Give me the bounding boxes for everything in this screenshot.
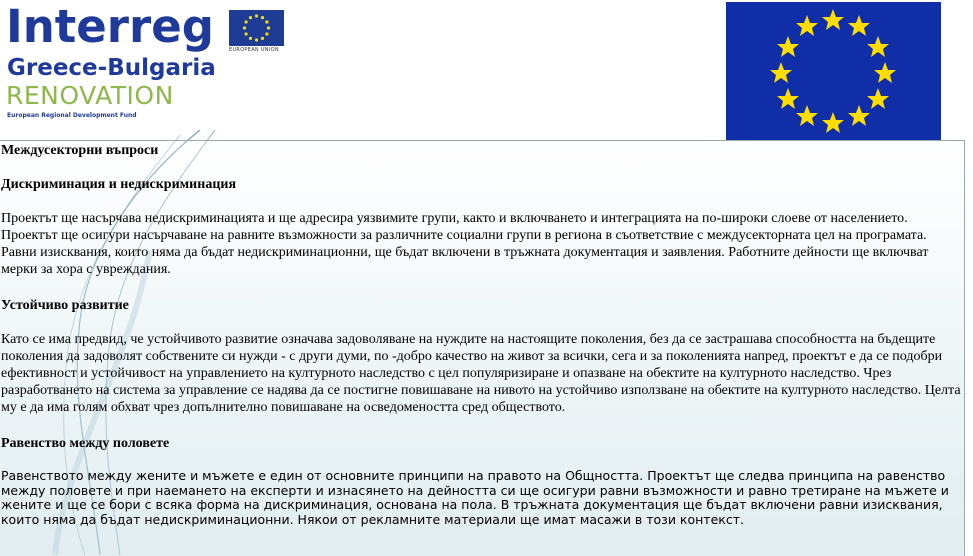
section-text-sustainable: Като се има предвид, че устойчивото развитие означава задоволяване на нуждите на настоящите поколения, без да се застрашава способността на бъдещите поколения да задоволят собствените си нужди - с други думи, по -добро качество на живот за всички, сега и за поколенията напред, проектът е да се подобри ефективност и устойчивост на управлението на културното наследство с цел популяризиране и опазване на обектите на културното наследство. Чрез разработването на система за управление се надява да се постигне повишаване на нивото на устойчиво използване на обектите на културното наследство. Целта му е да има голям обхват чрез допълнително повишаване на осведомеността сред обществото. <box>1 332 961 415</box>
section-text-gender: Равенството между жените и мъжете е един от основните принципи на правото на Общността. Проектът ще следва принципа на равенство между половете и при наемането на експерти и изнасянето на дейността си ще осигури равни възможности и равно третиране на мъжете и жените и ще се бори с всяка форма на дискриминация, основана на пола. В тръжната документация ще бъдат включени равни изисквания, които няма да бъдат недискриминационни. Някои от рекламните материали ще имат масажи в този контекст. <box>1 468 949 527</box>
section-heading-sustainable: Устойчиво развитие <box>1 298 129 313</box>
logo-fund: European Regional Development Fund <box>7 112 137 119</box>
logo-project: RENOVATION <box>6 81 174 110</box>
section-heading-discrimination: Дискриминация и недискриминация <box>1 177 237 192</box>
page-title: Междусекторни въпроси <box>1 143 159 158</box>
eu-flag-icon <box>726 2 941 141</box>
eu-mini-flag-icon <box>229 10 284 46</box>
logo-program: Interreg <box>6 0 214 53</box>
section-heading-gender: Равенство между половете <box>1 436 170 451</box>
logo-region: Greece-Bulgaria <box>7 55 216 81</box>
content-panel <box>0 140 965 556</box>
interreg-logo <box>0 0 293 130</box>
section-text-discrimination: Проектът ще насърчава недискриминацията и ще адресира уязвимите групи, както и включването и интеграцията на по-широки слоеве от населението. Проектът ще осигури насърчаване на равните възможности за различните социални групи в региона в съответствие с междусекторната цел на програмата. Равни изисквания, които няма да бъдат недискриминационни, ще бъдат включени в тръжната документация и заявления. Работните дейности ще включват мерки за хора с увреждания. <box>1 211 929 277</box>
eu-caption: EUROPEAN UNION <box>229 47 279 53</box>
